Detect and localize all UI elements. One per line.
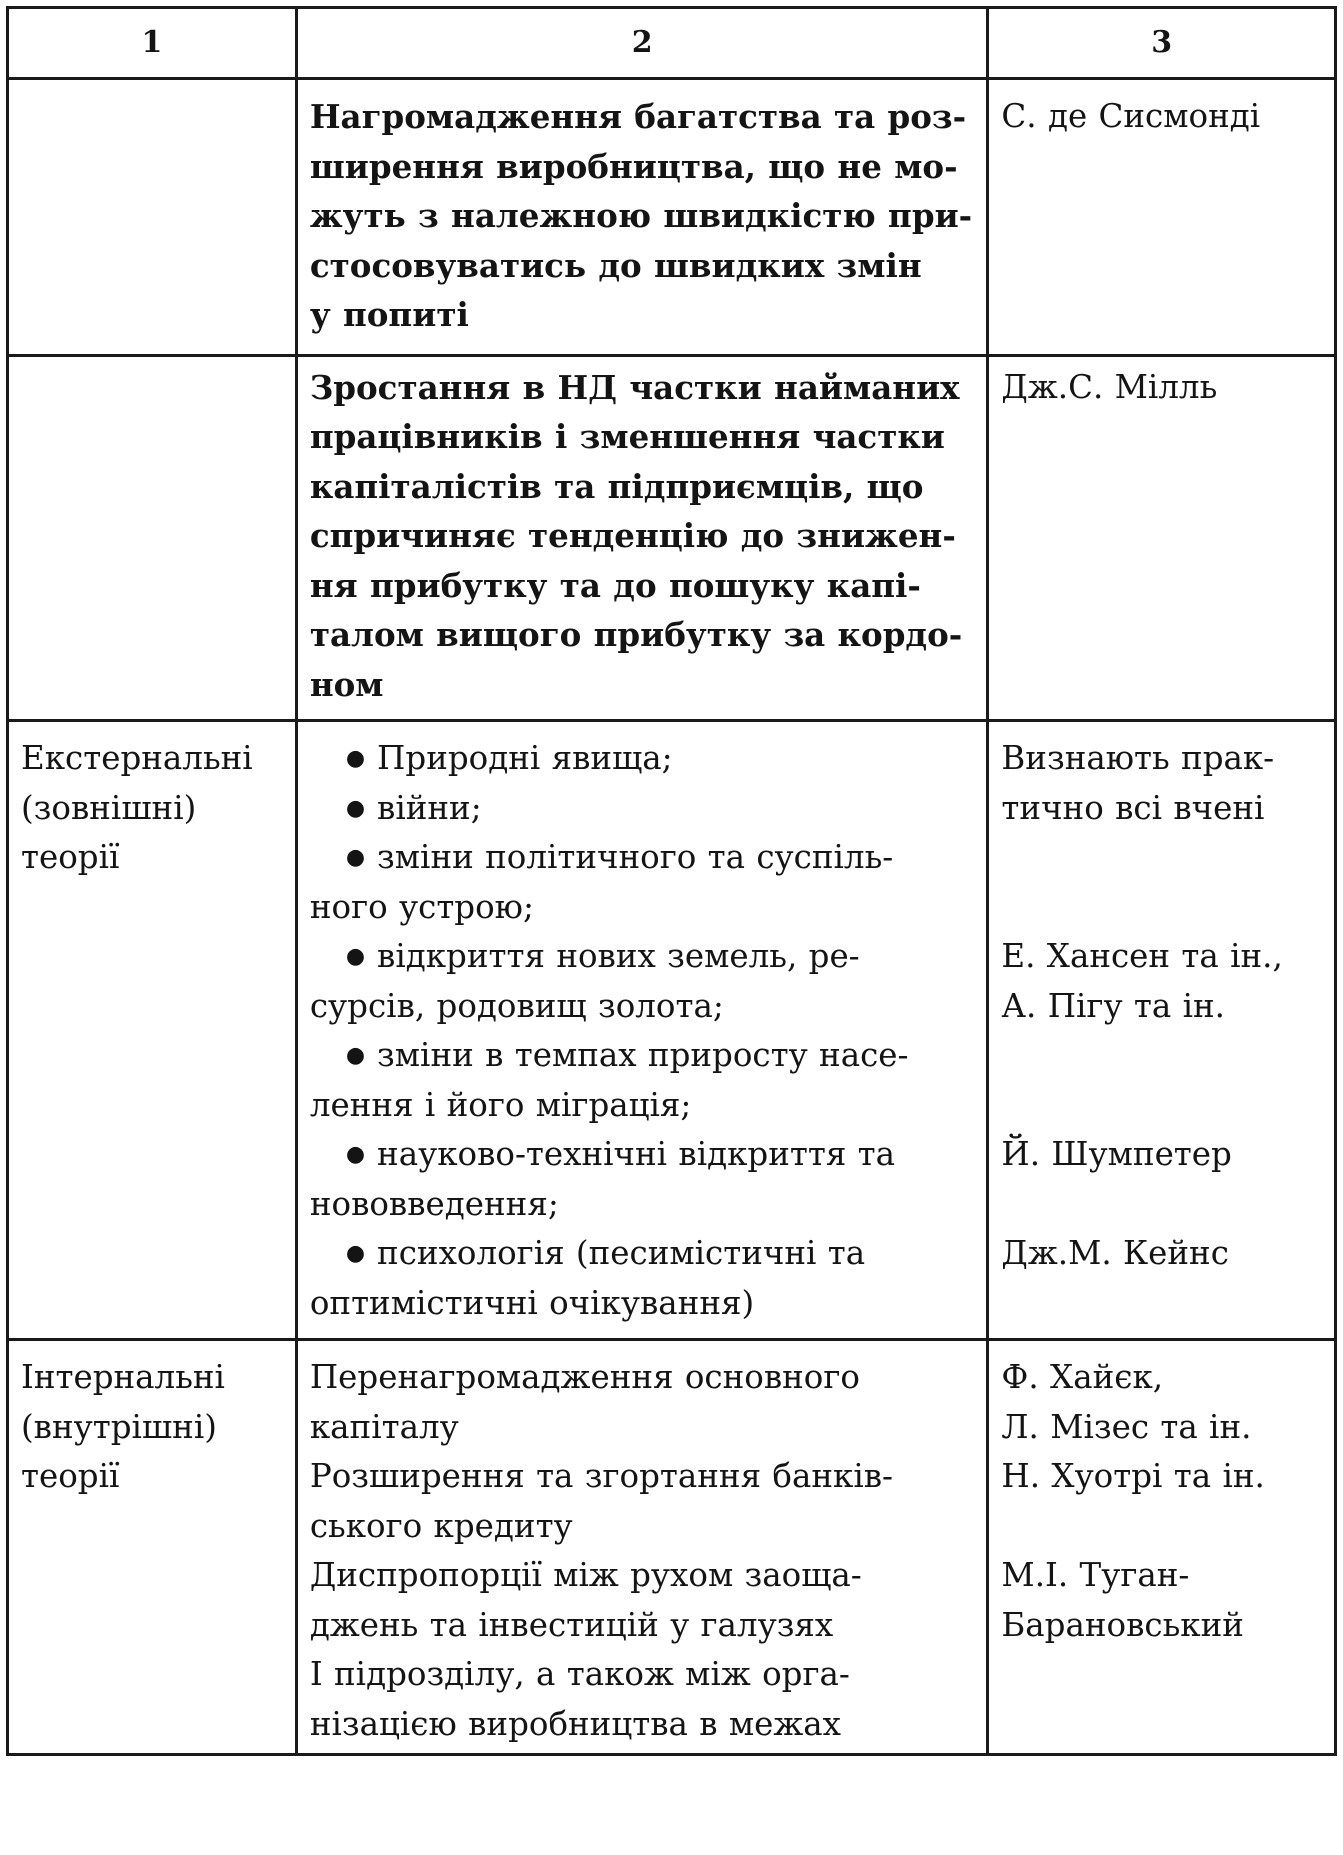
text-line: джень та інвестицій у галузях [309,1605,834,1644]
author-cell [988,355,1336,721]
bullet-icon: ● [345,845,366,870]
bullet-icon: ● [345,795,366,821]
spacer [1001,1081,1322,1131]
author-line: тично всі вчені [1001,788,1265,827]
text-line: ня прибутку та до пошуку капі- [309,565,921,605]
bullet-text: сурсів, родовищ золота; [309,986,724,1025]
text-line: нізацією виробництва в межах [309,1704,841,1743]
table-row [8,1340,1336,1755]
bullet-icon: ● [345,1043,366,1068]
text-line: жуть з належною швидкістю при- [309,196,973,235]
author-cell [988,721,1336,1340]
cause-cell [296,79,988,356]
bullet-item [310,932,975,982]
header-cell: 1 [8,8,297,79]
bullet-icon: ● [345,746,366,771]
spacer [1001,1031,1322,1081]
text-line: ширення виробництва, що не мо- [309,146,958,186]
bullet-text: нововведення; [309,1184,559,1223]
cause-cell [296,355,988,721]
bullet-text: війни; [377,788,482,827]
bullet-text: лення і його міграція; [309,1085,692,1124]
bullet-item [310,784,975,834]
bullet-icon: ● [345,944,366,969]
bullet-item [310,734,975,784]
theory-name-cell [8,1340,297,1755]
author-line: С. де Сисмонді [1001,97,1261,135]
author-line: Е. Хансен та ін., [1001,937,1283,975]
text-line: ського кредиту [309,1506,573,1545]
text-line: (зовнішні) [21,788,197,827]
header-cell: 3 [988,8,1336,79]
author-line: Н. Хуотрі та ін. [1001,1457,1265,1495]
text-line: спричиняє тенденцію до знижен- [309,516,956,555]
theory-name-cell [8,355,297,721]
header-row [8,8,1336,79]
author-line: Дж.М. Кейнс [1001,1234,1229,1272]
text-line: Інтернальні [21,1358,225,1396]
text-line: капіталістів та підприємців, що [309,466,924,506]
bullet-continuation [310,883,975,933]
bullet-continuation [310,982,975,1032]
bullet-text: зміни політичного та суспіль- [377,838,894,876]
cause-cell [296,1340,988,1755]
text-line: ном [309,664,384,704]
spacer [1001,1502,1322,1552]
text-line: Нагромадження багатства та роз- [309,97,967,136]
bullet-item [310,1229,975,1279]
theory-name-cell [8,721,297,1340]
text-line: Екстернальні [21,739,253,777]
text-line: Диспропорції між рухом заоща- [309,1556,862,1594]
bullet-text: зміни в темпах приросту насе- [377,1036,909,1074]
bullet-item [310,833,975,883]
author-line: Ф. Хайєк, [1001,1358,1164,1396]
theory-name-cell [8,79,297,356]
bullet-text: науково-технічні відкриття та [377,1135,896,1173]
bullet-continuation [310,1081,975,1131]
author-line: М.І. Туган- [1001,1556,1190,1594]
table-row [8,721,1336,1340]
text-line: Зростання в НД частки найманих [309,367,960,407]
text-line: талом вищого прибутку за кордо- [309,615,963,654]
author-line: Й. Шумпетер [1001,1135,1232,1173]
table-row [8,79,1336,356]
text-line: у попиті [309,295,469,334]
bullet-text: психологія (песимістичні та [377,1234,866,1272]
text-line: теорії [21,838,120,876]
author-cell [988,79,1336,356]
text-line: працівників і зменшення частки [309,417,945,456]
theories-table [6,6,1337,1756]
bullet-icon: ● [345,1241,366,1266]
author-line: Дж.С. Мілль [1001,367,1218,406]
spacer [1001,833,1322,883]
bullet-text: Природні явища; [377,739,673,777]
table-row [8,355,1336,721]
text-line: Перенагромадження основного [309,1358,860,1396]
bullet-continuation [310,1180,975,1230]
author-line: Л. Мізес та ін. [1001,1407,1252,1446]
bullet-continuation [310,1279,975,1329]
bullet-text: оптимістичні очікування) [309,1283,755,1322]
bullet-icon: ● [345,1142,366,1167]
spacer [1001,1180,1322,1230]
text-line: теорії [21,1457,120,1495]
text-line: Розширення та згортання банків- [309,1457,893,1495]
text-line: капіталу [309,1407,459,1446]
header-cell: 2 [296,8,988,79]
bullet-text: відкриття нових земель, ре- [377,937,860,975]
author-line: Барановський [1001,1605,1244,1644]
bullet-item [310,1130,975,1180]
text-line: стосовуватись до швидких змін [309,245,922,285]
spacer [1001,883,1322,933]
bullet-text: ного устрою; [309,887,534,926]
bullet-item [310,1031,975,1081]
author-line: А. Пігу та ін. [1001,986,1225,1025]
text-line: І підрозділу, а також між орга- [309,1655,850,1693]
text-line: (внутрішні) [21,1407,217,1446]
cause-cell [296,721,988,1340]
author-cell [988,1340,1336,1755]
author-line: Визнають прак- [1001,739,1275,777]
